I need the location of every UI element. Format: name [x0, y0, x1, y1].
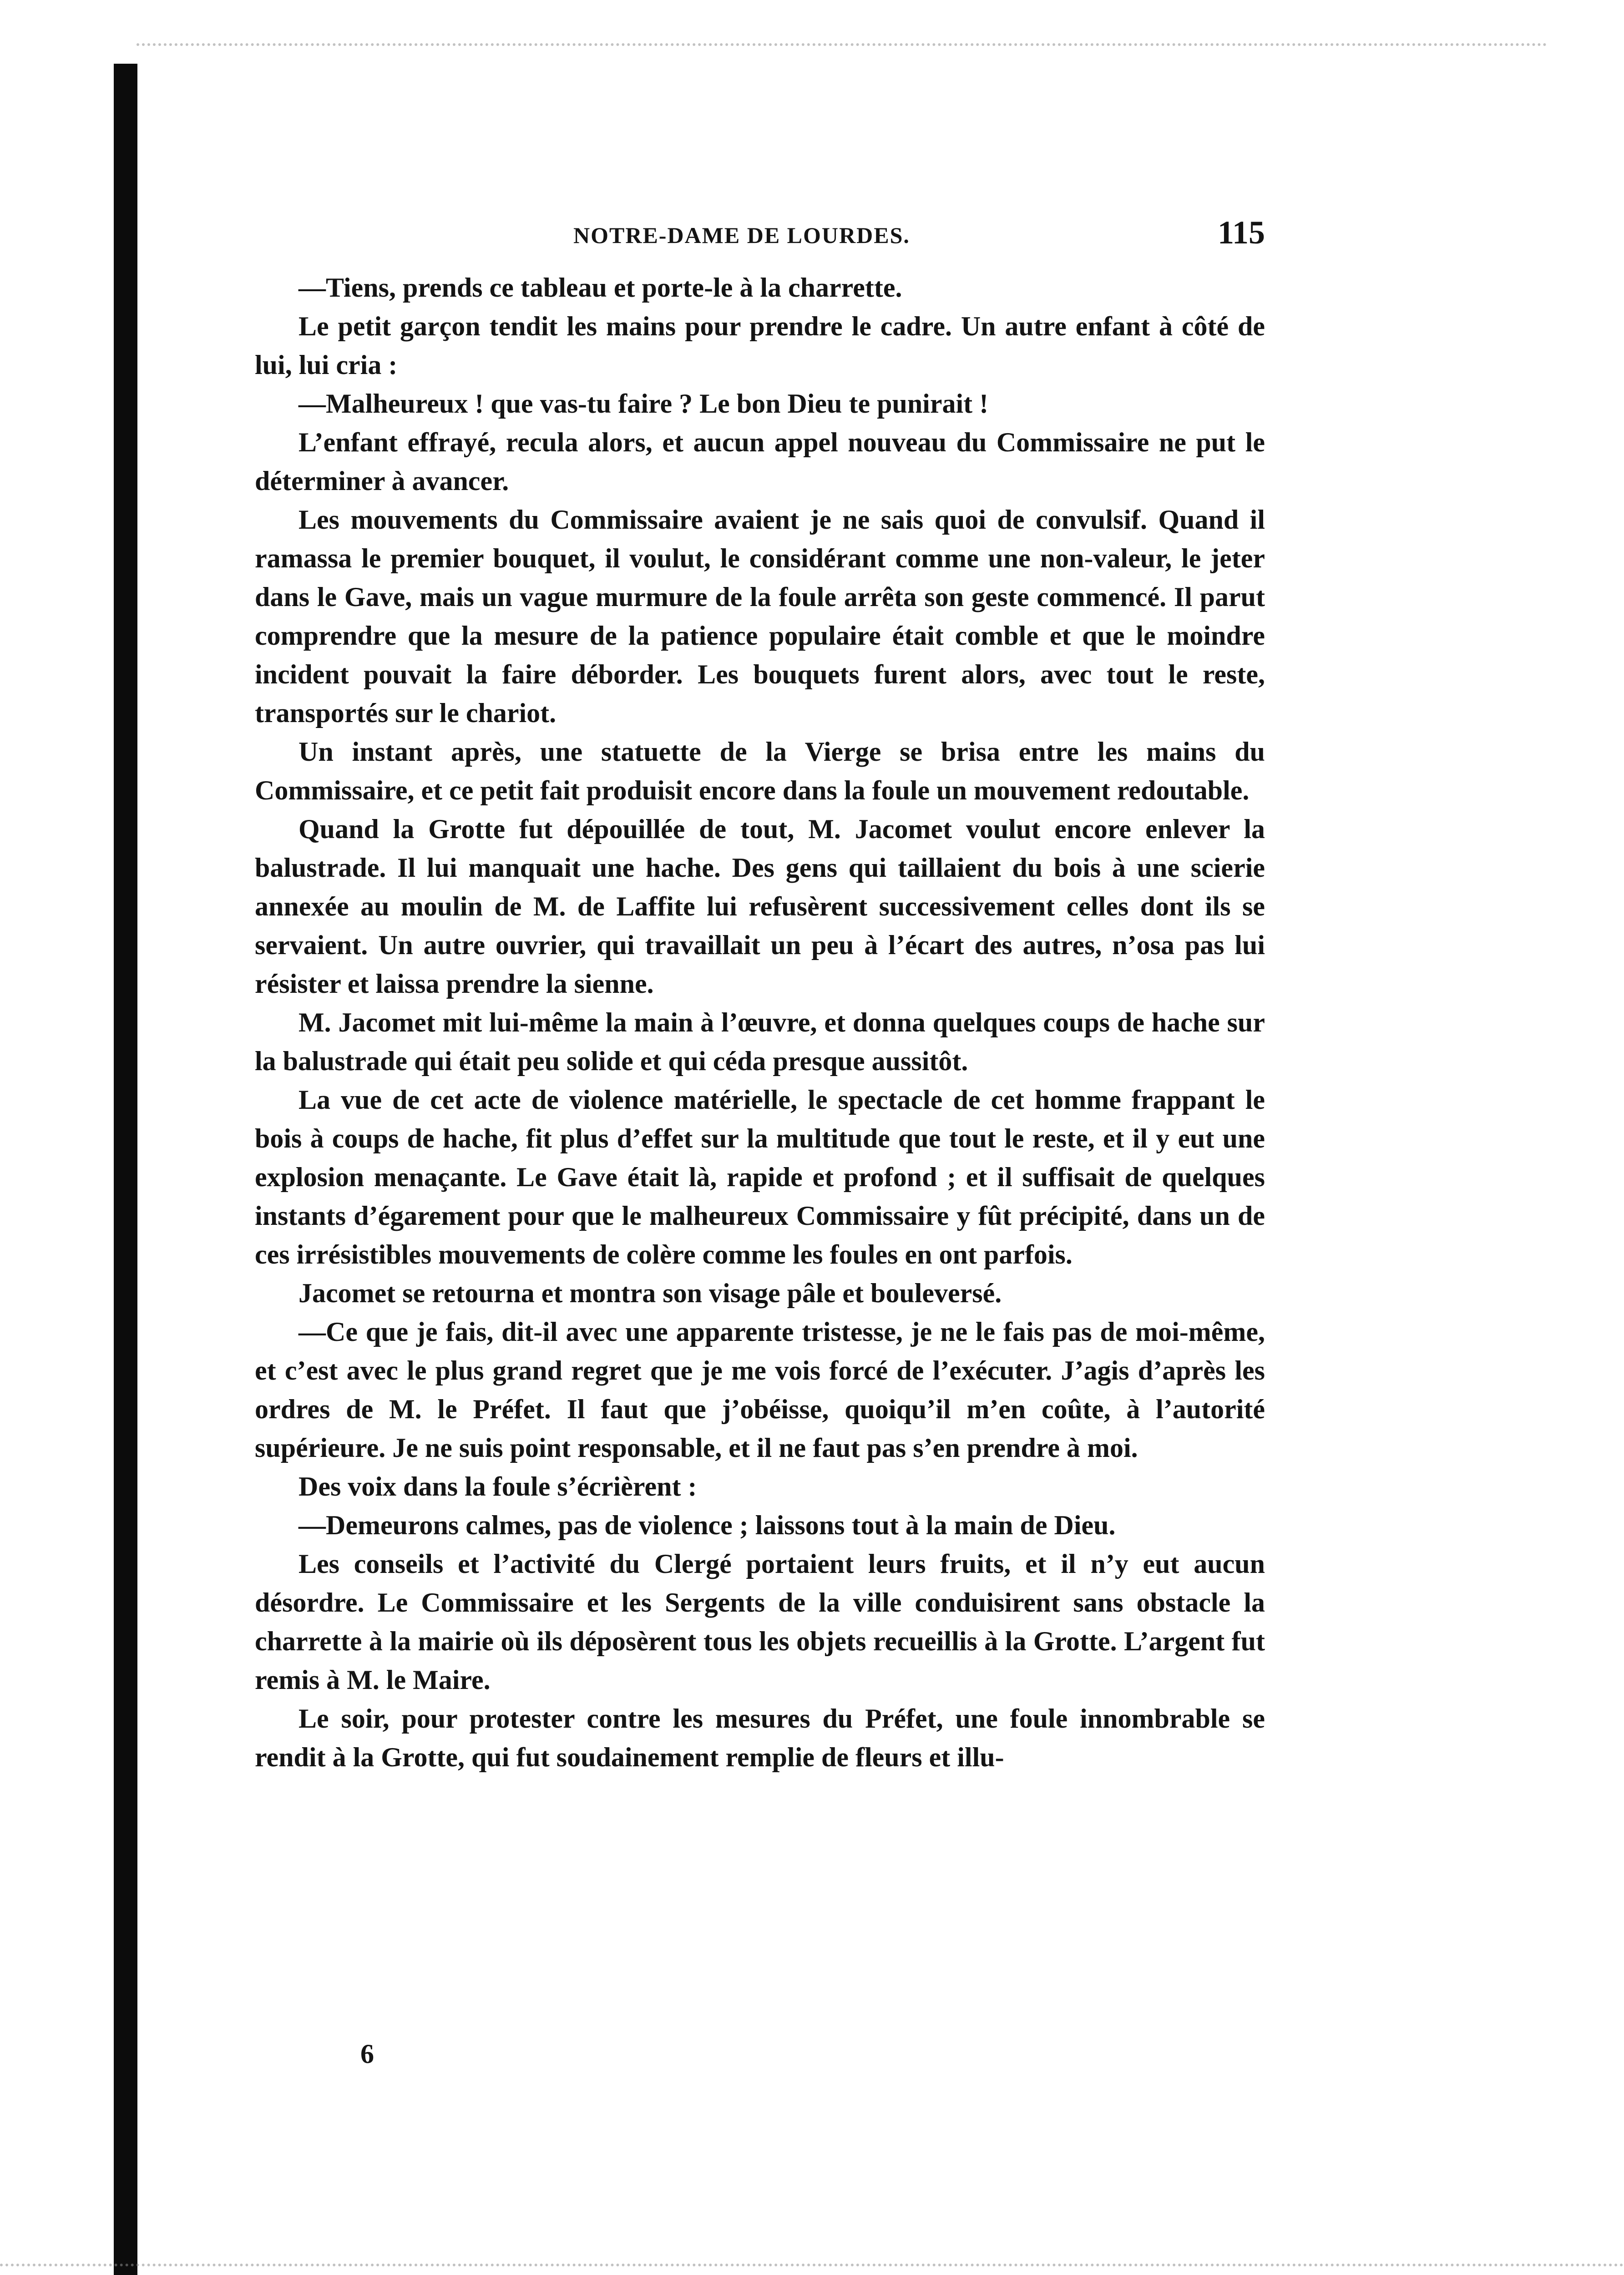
scan-noise-bottom	[0, 2264, 1624, 2275]
text-body	[255, 268, 1265, 1777]
paragraph: Le soir, pour protester contre les mesures du Préfet, une foule innombrable se rendit à la Grotte, qui fut soudainement remplie de fleurs et illu-	[255, 1704, 1265, 1772]
paragraph: —Tiens, prends ce tableau et porte-le à la charrette.	[298, 273, 902, 303]
scan-binding-edge	[114, 64, 137, 2275]
paragraph: Les conseils et l’activité du Clergé portaient leurs fruits, et il n’y eut aucun désordre. Le Commissaire et les Sergents de la ville conduisirent sans obstacle la charrette à la mairie où ils déposèrent tous les objets recueillis à la Grotte. L’argent fut remis à M. le Maire.	[255, 1549, 1265, 1695]
paragraph: —Demeurons calmes, pas de violence ; laissons tout à la main de Dieu.	[298, 1510, 1116, 1540]
paragraph: Le petit garçon tendit les mains pour prendre le cadre. Un autre enfant à côté de lui, lui cria :	[255, 311, 1265, 380]
paragraph: Jacomet se retourna et montra son visage pâle et bouleversé.	[298, 1278, 1002, 1308]
running-title: NOTRE-DAME DE LOURDES.	[573, 222, 910, 248]
paragraph: La vue de cet acte de violence matérielle, le spectacle de cet homme frappant le bois à coups de hache, fit plus d’effet sur la multitude que tout le reste, et il y eut une explosion menaçante. Le Gave était là, rapide et profond ; et il suffisait de quelques instants d’égarement pour que le malheureux Commissaire y fût précipité, dans un de ces irrésistibles mouvements de colère comme les foules en ont parfois.	[255, 1085, 1265, 1269]
paragraph: Des voix dans la foule s’écrièrent :	[298, 1471, 697, 1502]
paragraph: Un instant après, une statuette de la Vierge se brisa entre les mains du Commissaire, et ce petit fait produisit encore dans la foule un mouvement redoutable.	[255, 737, 1265, 805]
paragraph: Les mouvements du Commissaire avaient je ne sais quoi de convulsif. Quand il ramassa le premier bouquet, il voulut, le considérant comme une non-valeur, le jeter dans le Gave, mais un vague murmure de la foule arrêta son geste commencé. Il parut comprendre que la mesure de la patience populaire était comble et que le moindre incident pouvait la faire déborder. Les bouquets furent alors, avec tout le reste, transportés sur le chariot.	[255, 505, 1265, 728]
signature-mark: 6	[360, 2039, 374, 2069]
paragraph: Quand la Grotte fut dépouillée de tout, M. Jacomet voulut encore enlever la balustrade. Il lui manquait une hache. Des gens qui taillaient du bois à une scierie annexée au moulin de M. de Laffite lui refusèrent successivement celles dont ils se servaient. Un autre ouvrier, qui travaillait un peu à l’écart des autres, n’osa pas lui résister et laissa prendre la sienne.	[255, 814, 1265, 999]
book-page	[255, 214, 1265, 1777]
running-header	[255, 214, 1265, 268]
scan-noise-top	[137, 43, 1547, 59]
paragraph: L’enfant effrayé, recula alors, et aucun appel nouveau du Commissaire ne put le déterminer à avancer.	[255, 427, 1265, 496]
page-number: 115	[1217, 214, 1265, 251]
paragraph: M. Jacomet mit lui-même la main à l’œuvre, et donna quelques coups de hache sur la balustrade qui était peu solide et qui céda presque aussitôt.	[255, 1007, 1265, 1076]
paragraph: —Malheureux ! que vas-tu faire ? Le bon Dieu te punirait !	[298, 389, 989, 419]
paragraph: —Ce que je fais, dit-il avec une apparente tristesse, je ne le fais pas de moi-même, et c’est avec le plus grand regret que je me vois forcé de l’exécuter. J’agis d’après les ordres de M. le Préfet. Il faut que j’obéisse, quoiqu’il m’en coûte, à l’autorité supérieure. Je ne suis point responsable, et il ne faut pas s’en prendre à moi.	[255, 1317, 1265, 1463]
